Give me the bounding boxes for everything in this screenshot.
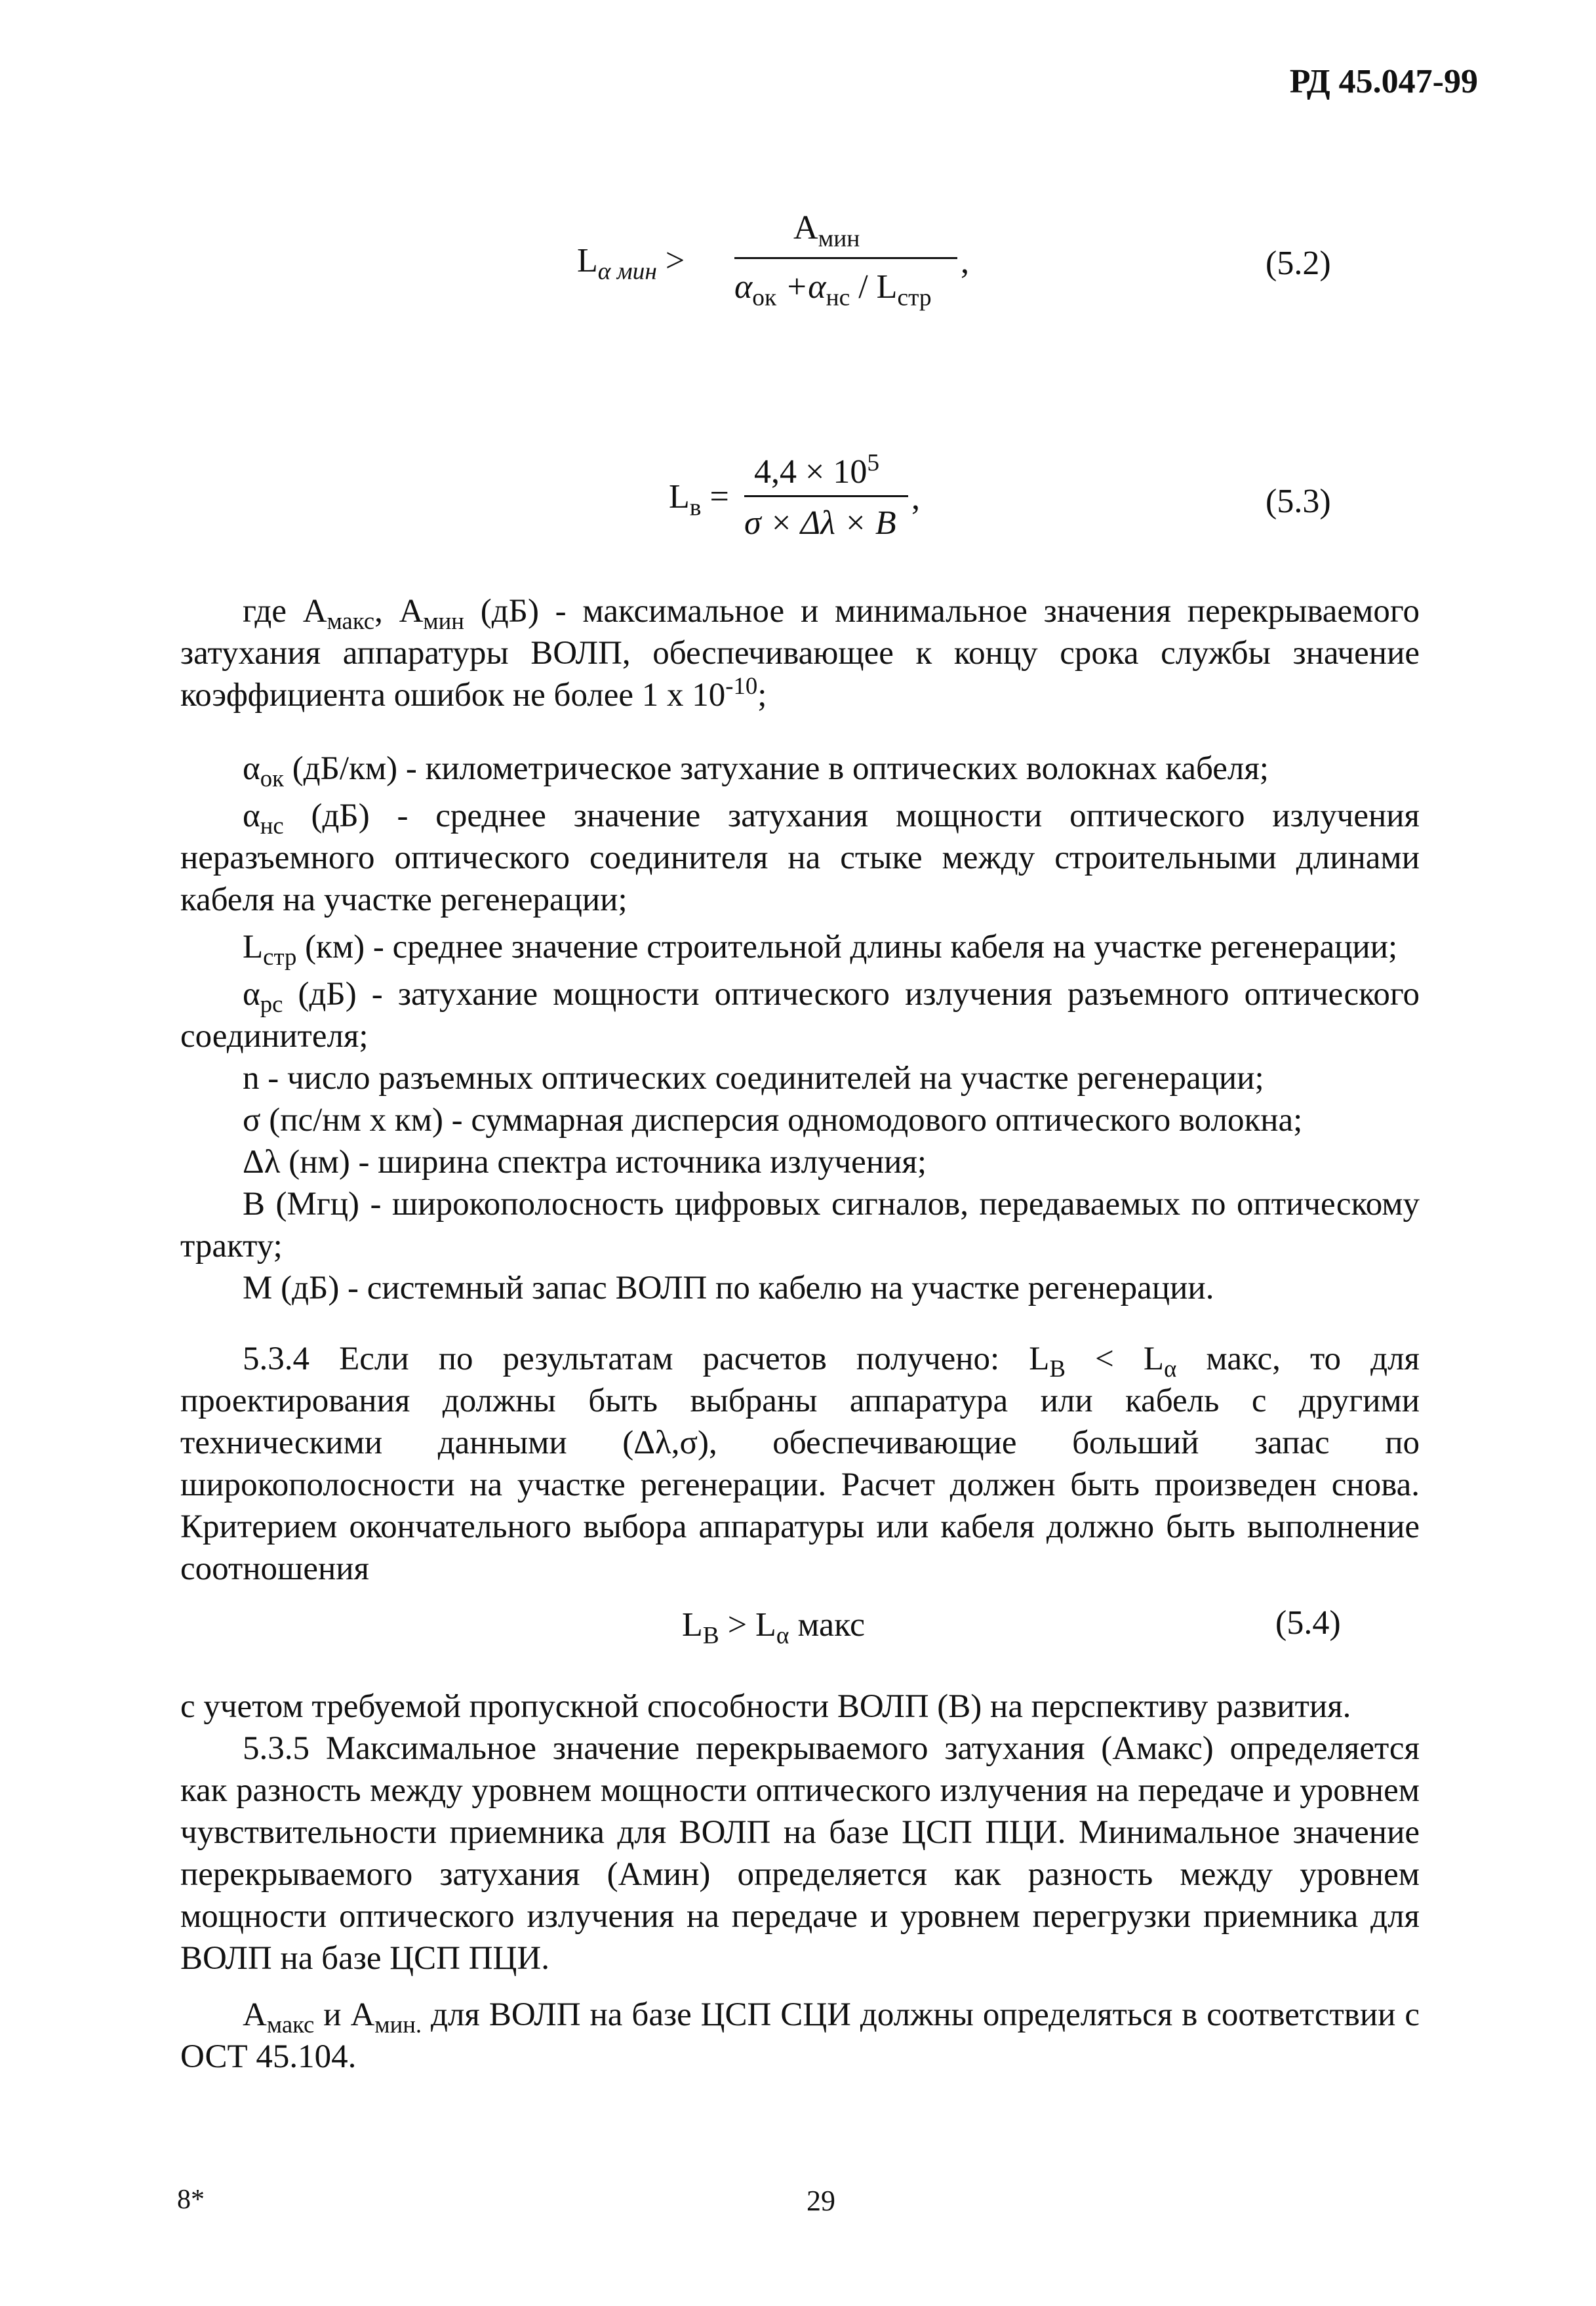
formula-5-2-lhs: $L_{\alpha мин}$ >: [577, 242, 685, 285]
definition-alpha-ok: $\alpha_{ок}$ (дБ/км) - километрическое затухание в оптических волокнах кабеля;: [243, 750, 1269, 792]
formula-5-2-denominator: $\alpha_{ок} +\alpha_{нс} / L_{стр}$: [734, 268, 932, 312]
where-paragraph: где $А_{макс}$, $А_{мин}$ (дБ) - максимальное и минимальное значения перекрываемого затухания аппаратуры ВОЛП, обеспечивающее к концу срока службы значение коэффициента ошибок не более 1 х $10^{-10}$;: [180, 593, 1420, 714]
formula-5-3-lhs: $L_в$ =: [669, 478, 729, 521]
formula-number-5-4: (5.4): [1275, 1604, 1341, 1642]
definitions-list: [180, 748, 1420, 1309]
definition-alpha-rs: $\alpha_{рс}$ (дБ) - затухание мощности оптического излучения разъемного оптического соединителя;: [180, 976, 1420, 1055]
formula-5-3-comma: ,: [911, 479, 920, 517]
paragraph-5-3-4: 5.3.4 Если по результатам расчетов получено: $L_В < L_\alpha$ макс, то для проектирования должны быть выбраны аппаратура или кабель с другими техническими данными (Δλ,σ), обеспечивающие больший запас по широкополосности на участке регенерации. Расчет должен быть произведен снова. Критерием окончательного выбора аппаратуры или кабеля должно быть выполнение соотношения: [180, 1341, 1420, 1587]
formula-5-2-comma: ,: [961, 243, 969, 281]
formula-5-3-denominator: σ × Δλ × B: [744, 504, 896, 542]
fraction-bar: [744, 495, 908, 497]
formula-5-3-numerator: $4,4 \times 10^5$: [754, 449, 880, 491]
formula-number-5-3: (5.3): [1266, 483, 1331, 520]
formula-number-5-2: (5.2): [1266, 245, 1331, 282]
formula-5-2-numerator: $A_{мин}$: [793, 209, 860, 253]
page-number: 29: [807, 2185, 835, 2217]
definition-b: B (Мгц) - широкополосность цифровых сигналов, передаваемых по оптическому тракту;: [180, 1186, 1420, 1264]
definition-l-str: $L_{стр}$ (км) - среднее значение строительной длины кабеля на участке регенерации;: [243, 929, 1398, 971]
paragraph-after-5-4: с учетом требуемой пропускной способности ВОЛП (В) на перспективу развития.: [180, 1688, 1351, 1725]
fraction-bar: [734, 257, 957, 259]
signature-mark: 8*: [177, 2185, 205, 2215]
definition-n: n - число разъемных оптических соединителей на участке регенерации;: [243, 1060, 1264, 1097]
paragraph-5-3-5: 5.3.5 Максимальное значение перекрываемого затухания (Амакс) определяется как разность между уровнем мощности оптического излучения на передаче и уровнем чувствительности приемника для ВОЛП на базе ЦСП ПЦИ. Минимальное значение перекрываемого затухания (Амин) определяется как разность между уровнем мощности оптического излучения на передаче и уровнем перегрузки приемника для ВОЛП на базе ЦСП ПЦИ.: [180, 1730, 1420, 1977]
definition-m: М (дБ) - системный запас ВОЛП по кабелю на участке регенерации.: [243, 1270, 1214, 1306]
document-code: РД 45.047-99: [1289, 63, 1478, 100]
definition-sigma: σ (пс/нм х км) - суммарная дисперсия одномодового оптического волокна;: [243, 1102, 1303, 1139]
paragraph-amax-amin: $А_{макс}$ и $А_{мин.}$ для ВОЛП на базе ЦСП СЦИ должны определяться в соответствии с ОСТ 45.104.: [180, 1996, 1420, 2075]
definition-delta-lambda: Δλ (нм) - ширина спектра источника излучения;: [243, 1144, 927, 1181]
formula-5-4-expression: $L_В > L_\alpha$ макс: [682, 1606, 866, 1649]
definition-alpha-ns: $\alpha_{нс}$ (дБ) - среднее значение затухания мощности оптического излучения неразъемного оптического соединителя на стыке между строительными длинами кабеля на участке регенерации;: [180, 798, 1420, 918]
